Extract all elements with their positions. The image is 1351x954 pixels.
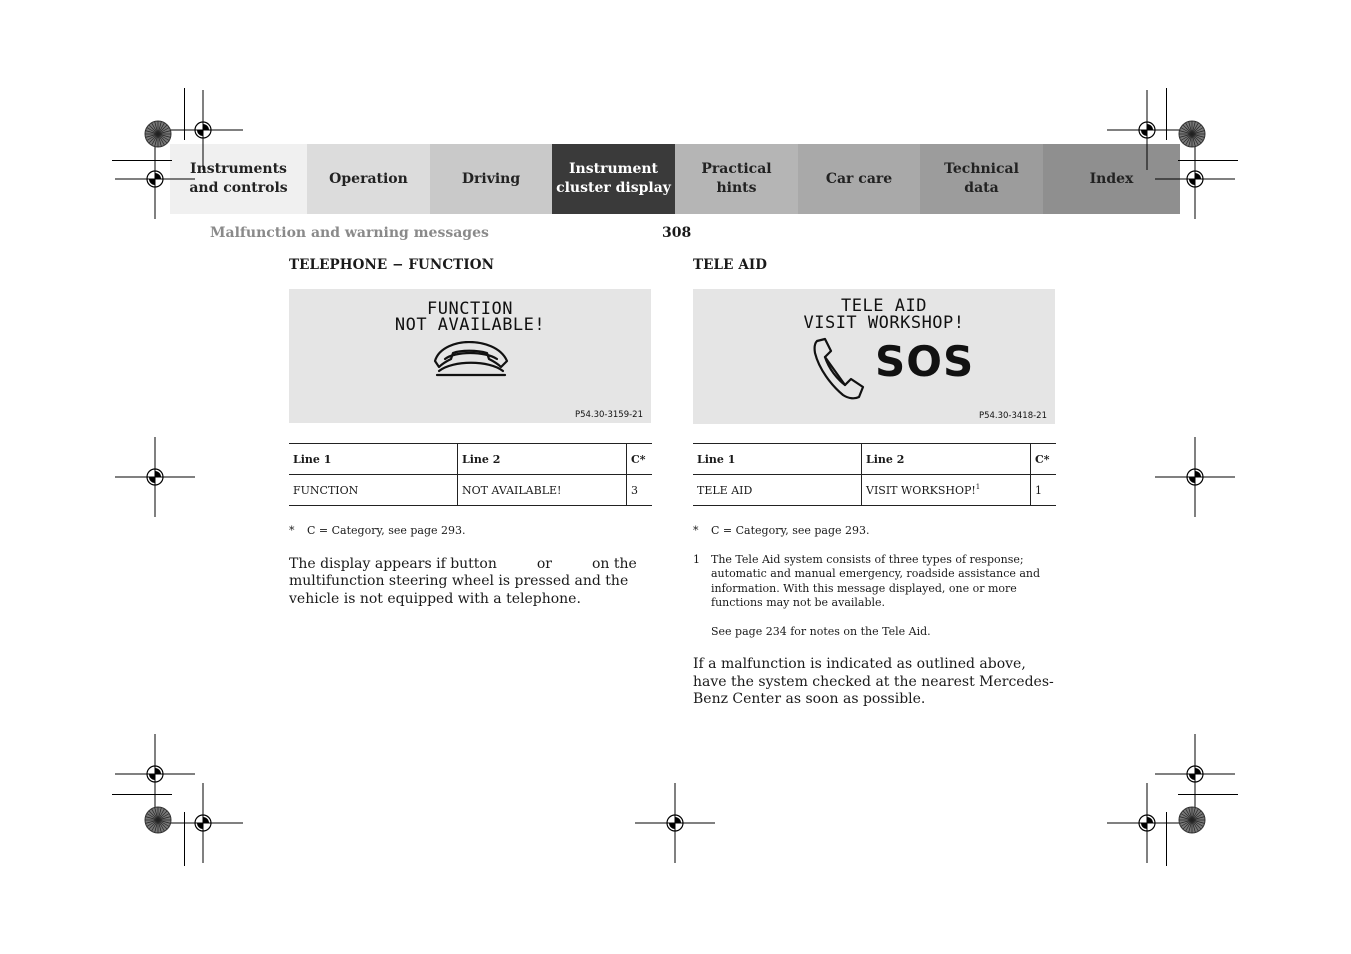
registration-mark xyxy=(115,139,195,219)
telephone-handset-icon xyxy=(431,341,511,377)
figure-code: P54.30-3159-21 xyxy=(574,410,643,420)
footnote-text: The Tele Aid system consists of three types of response; automatic and manual emergency, roadside assistance and information. With this message displayed, one or more functions may not be available. xyxy=(711,552,1041,609)
display-line-1: TELE AID xyxy=(841,296,927,316)
table-cell: 1 xyxy=(1031,475,1057,506)
body-paragraph: The display appears if button or on the multifunction steering wheel is pressed and the vehicle is not equipped with a telephone. xyxy=(289,555,637,607)
table-header-row xyxy=(693,444,1056,475)
nav-tab[interactable]: Operation xyxy=(307,144,430,214)
trim-line xyxy=(112,794,172,795)
footnote-marker: * xyxy=(693,524,699,537)
color-target-mark xyxy=(1177,119,1207,149)
footnote-text: C = Category, see page 293. xyxy=(711,524,870,537)
category-footnote xyxy=(693,524,1057,539)
nav-tab[interactable]: Driving xyxy=(430,144,552,214)
display-line-1: FUNCTION xyxy=(427,299,513,319)
column-header: Line 2 xyxy=(458,444,627,475)
nav-tab[interactable]: Index xyxy=(1043,144,1180,214)
trim-line xyxy=(1166,812,1167,866)
table-cell: TELE AID xyxy=(693,475,862,506)
registration-mark xyxy=(635,783,715,863)
trim-line xyxy=(1178,160,1238,161)
table-header-row xyxy=(289,444,652,475)
table-cell: 3 xyxy=(627,475,653,506)
registration-mark xyxy=(115,437,195,517)
section-title: Malfunction and warning messages xyxy=(210,225,489,241)
footnote-text: See page 234 for notes on the Tele Aid. xyxy=(711,624,931,638)
display-line-2: VISIT WORKSHOP! xyxy=(803,313,965,333)
see-page-note xyxy=(693,625,1057,640)
section-heading: TELE AID xyxy=(693,257,768,273)
registration-mark xyxy=(1155,139,1235,219)
display-illustration xyxy=(289,289,651,423)
nav-tab[interactable]: Technical data xyxy=(920,144,1043,214)
color-target-mark xyxy=(143,119,173,149)
figure-code: P54.30-3418-21 xyxy=(978,411,1047,421)
column-header: C* xyxy=(627,444,653,475)
telephone-function-section xyxy=(289,257,653,608)
page-number: 308 xyxy=(662,225,692,241)
table-cell: VISIT WORKSHOP!$^1$ xyxy=(862,475,1031,506)
nav-tab[interactable]: Car care xyxy=(798,144,920,214)
display-illustration xyxy=(693,289,1055,424)
display-line-2: NOT AVAILABLE! xyxy=(394,315,546,335)
message-table xyxy=(289,443,652,506)
section-heading: TELEPHONE − FUNCTION xyxy=(289,257,495,273)
tele-aid-section xyxy=(693,257,1057,709)
color-target-mark xyxy=(1177,805,1207,835)
nav-tab[interactable]: Instrument cluster display xyxy=(552,144,675,214)
category-footnote xyxy=(289,524,653,539)
body-paragraph: If a malfunction is indicated as outlined above, have the system checked at the nearest Mercedes-Benz Center as soon as possible. xyxy=(693,656,1054,707)
nav-tab[interactable]: Practical hints xyxy=(675,144,798,214)
nav-tab[interactable]: Instruments and controls xyxy=(170,144,307,214)
trim-line xyxy=(1166,88,1167,140)
footnote-marker: * xyxy=(289,524,295,537)
column-header: Line 2 xyxy=(862,444,1031,475)
trim-line xyxy=(184,812,185,866)
column-header: C* xyxy=(1031,444,1057,475)
trim-line xyxy=(112,160,172,161)
footnote-text: C = Category, see page 293. xyxy=(307,524,466,537)
registration-mark xyxy=(1155,437,1235,517)
footnote-marker: 1 xyxy=(693,552,700,566)
color-target-mark xyxy=(143,805,173,835)
sos-label: SOS xyxy=(875,337,975,386)
trim-line xyxy=(1178,794,1238,795)
column-header: Line 1 xyxy=(289,444,458,475)
footnote-ref: 1 xyxy=(975,483,981,491)
message-table xyxy=(693,443,1056,506)
table-row xyxy=(289,475,652,506)
registration-mark xyxy=(163,783,243,863)
trim-line xyxy=(184,88,185,140)
table-cell: NOT AVAILABLE! xyxy=(458,475,627,506)
chapter-nav xyxy=(170,144,1180,214)
tele-aid-footnote xyxy=(693,553,1057,611)
phone-handset-icon xyxy=(811,337,867,401)
column-header: Line 1 xyxy=(693,444,862,475)
table-row xyxy=(693,475,1056,506)
registration-mark xyxy=(1107,783,1187,863)
table-cell: FUNCTION xyxy=(289,475,458,506)
